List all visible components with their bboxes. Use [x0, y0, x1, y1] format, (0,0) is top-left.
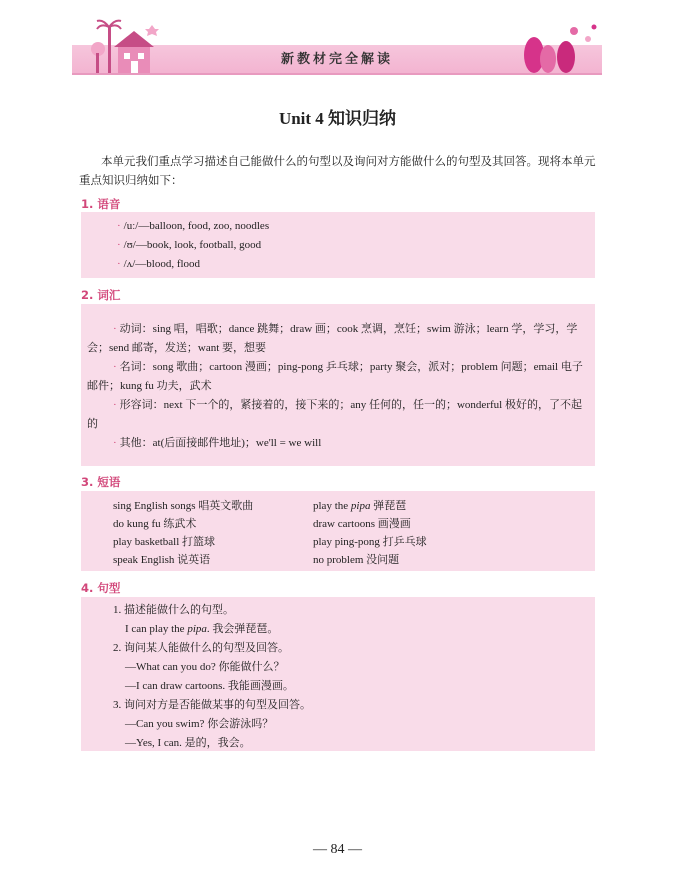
- bullet-icon: ·: [113, 437, 117, 449]
- pattern-1-prefix: I can play the: [125, 623, 188, 635]
- list-item: [87, 434, 587, 453]
- bullet-icon: ·: [117, 239, 121, 251]
- pattern-1-example: [125, 620, 278, 636]
- phrase-left-3: play basketball 打篮球: [113, 536, 216, 548]
- pattern-3-question: —Can you swim? 你会游泳吗？: [125, 718, 274, 730]
- phrase-left-4: speak English 说英语: [113, 554, 211, 566]
- pattern-1-heading: 1. 描述能做什么的句型。: [113, 604, 234, 616]
- bullet-icon: ·: [113, 361, 117, 373]
- page-header: [72, 15, 602, 77]
- pattern-3-heading: 3. 询问对方是否能做某事的句型及回答。: [113, 699, 311, 711]
- section-heading-phrases: 3. 短语: [81, 475, 121, 489]
- page-title: Unit 4 知识归纳: [278, 109, 397, 128]
- patterns-box: [81, 597, 595, 751]
- pattern-2-answer: —I can draw cartoons. 我能画漫画。: [125, 680, 294, 692]
- intro-paragraph: 本单元我们重点学习描述自己能做什么的句型以及询问对方能做什么的句型及其回答。现将本单元重点知识归纳如下：: [79, 156, 596, 187]
- phrase-pipa-italic: pipa: [350, 500, 371, 512]
- pattern-2-heading: 2. 询问某人能做什么的句型及回答。: [113, 642, 289, 654]
- vocab-verbs: 动词：sing 唱，唱歌；dance 跳舞；draw 画；cook 烹调，烹饪；swim 游泳；learn 学，学习，学会；send 邮寄，发送；want 要，想要: [87, 323, 578, 354]
- phrase-left-1: sing English songs 唱英文歌曲: [113, 500, 254, 512]
- phrase-pipa-prefix: play the: [313, 500, 351, 512]
- phonetics-box: [81, 212, 595, 278]
- vocabulary-box: [81, 304, 595, 466]
- section-heading-patterns: 4. 句型: [81, 581, 121, 595]
- vocab-nouns: 名词：song 歌曲；cartoon 漫画；ping-pong 乒乓球；party 聚会，派对；problem 问题；email 电子邮件；kung fu 功夫，武术: [87, 361, 583, 392]
- bullet-icon: ·: [117, 258, 121, 270]
- list-item: [87, 396, 587, 434]
- section-heading-vocabulary: 2. 词汇: [81, 288, 121, 302]
- pattern-1-suffix: . 我会弹琵琶。: [206, 623, 279, 635]
- bullet-icon: ·: [113, 323, 117, 335]
- phrase-left-2: do kung fu 练武术: [113, 518, 197, 530]
- page-number: — 84 —: [313, 842, 362, 857]
- list-item: [117, 220, 269, 232]
- vocabulary-list: [87, 320, 587, 453]
- phonetic-item-1: /uː/—balloon, food, zoo, noodles: [123, 220, 270, 232]
- list-item: [117, 239, 261, 251]
- header-title: 新教材完全解读: [280, 52, 393, 67]
- pattern-2-question: —What can you do? 你能做什么？: [125, 661, 285, 673]
- phrase-pipa-suffix: 弹琵琶: [370, 500, 407, 512]
- list-item: [117, 258, 200, 270]
- phrases-box: [81, 491, 595, 571]
- vocab-adjectives: 形容词：next 下一个的，紧接着的，接下来的；any 任何的，任一的；wonderful 极好的，了不起的: [87, 399, 582, 430]
- bullet-icon: ·: [113, 399, 117, 411]
- phrase-right-3: play ping-pong 打乒乓球: [313, 536, 427, 548]
- list-item: [87, 320, 587, 358]
- phonetic-item-2: /ʊ/—book, look, football, good: [123, 239, 262, 251]
- phrase-right-1: [313, 497, 406, 513]
- vocab-others: 其他：at(后面接邮件地址)；we'll = we will: [119, 437, 322, 449]
- pattern-3-answer: —Yes, I can. 是的，我会。: [125, 737, 251, 749]
- phonetic-item-3: /ʌ/—blood, flood: [123, 258, 201, 270]
- phrase-right-4: no problem 没问题: [313, 554, 400, 566]
- section-heading-phonetics: 1. 语音: [81, 197, 121, 211]
- list-item: [87, 358, 587, 396]
- bullet-icon: ·: [117, 220, 121, 232]
- pattern-1-italic: pipa: [187, 623, 207, 635]
- phrase-right-2: draw cartoons 画漫画: [313, 518, 411, 530]
